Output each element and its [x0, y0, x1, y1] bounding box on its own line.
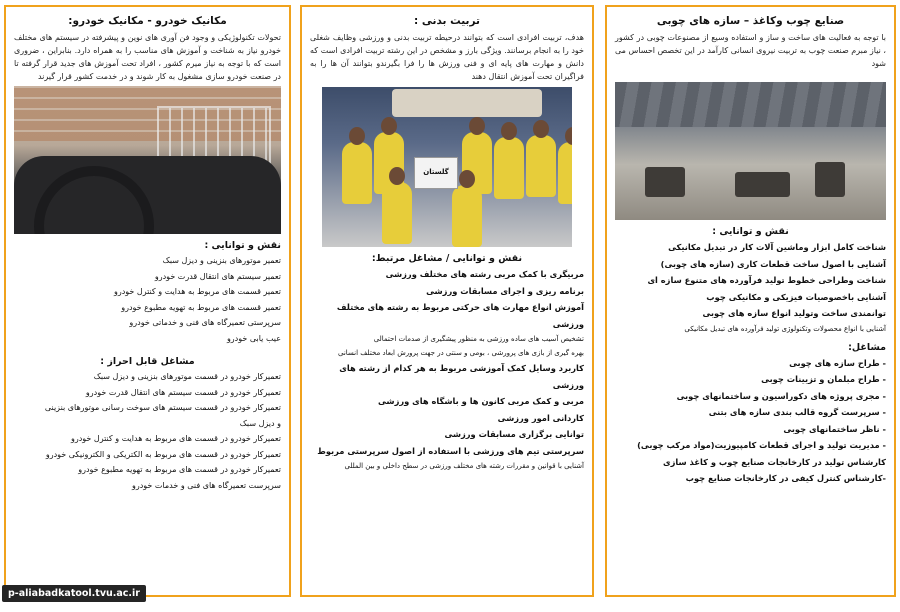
- list-item: آموزش انواع مهارت های حرکتی مربوط به رشته های مختلف ورزشی: [336, 302, 584, 329]
- team-board: [414, 157, 458, 189]
- list-item: - طراح مبلمان و تزیینات چوبی: [761, 374, 886, 384]
- list-item: کارشناس تولید در کارخانجات صنایع چوب و کاغذ سازی: [663, 456, 886, 467]
- panel-auto-mechanics: [4, 5, 291, 597]
- list-item: تعمیر سیستم های انتقال قدرت خودرو: [154, 271, 281, 281]
- roles-list: [310, 266, 584, 473]
- list-item: توانمندی ساخت وتولید انواع سازه های چوبی: [702, 308, 886, 318]
- panel-title: مکانیک خودرو - مکانیک خودرو:: [68, 15, 227, 27]
- list-item: مربی و کمک مربی کانون ها و باشگاه های ورزشی: [378, 396, 584, 406]
- list-item: بهره گیری از بازی های پرورشی ، بومی و سنتی در جهت پرورش ابعاد مختلف انسانی: [338, 349, 584, 357]
- intro-paragraph: با توجه به فعالیت های ساخت و ساز و استفاده وسیع از مصنوعات چوبی در کشور ، نیاز مبرم صنعت چوب به تربیت نیروی انسانی کارآمد در این تخصص احساس می شود: [615, 33, 886, 68]
- list-item: آشنایی با اصول ساخت قطعات کاری (سازه های چوبی): [660, 258, 886, 269]
- roles-heading: نقش و توانایی / مشاغل مرتبط:: [371, 253, 523, 264]
- list-item: کاربرد وسایل کمک آموزشی مربوط به هر کدام از رشته های ورزشی: [339, 363, 584, 390]
- list-item: سرپرستی تعمیرگاه های فنی و خدماتی خودرو: [129, 318, 281, 327]
- intro-paragraph: هدف، تربیت افرادی است که بتوانند درحیطه تربیت بدنی و ورزشی وظایف شغلی خود را به انجام برسانند. ویژگی بارز و مشخص در این رشته تربیت افرادی است که دانش و مهارت های پایه ای و فنی ورزش ها را فرا بگیرندو بتوانند آن ها را به فراگیران تحت آموزش انتقال دهند: [310, 33, 584, 81]
- roles-list: [14, 253, 281, 346]
- list-item: تعمیر قسمت های مربوط به هدایت و کنترل خودرو: [113, 287, 281, 296]
- jobs-list: [615, 355, 886, 487]
- list-item: تعمیرکار خودرو در قسمت سیستم های انتقال قدرت خودرو: [85, 387, 281, 397]
- list-item: کاردانی امور ورزشی: [497, 412, 584, 423]
- list-item: - سرپرست گروه قالب بندی سازه های بتنی: [708, 407, 886, 417]
- list-item: تعمیرکار خودرو در قسمت های مربوط به الکتریکی و الکترونیکی خودرو: [45, 449, 281, 459]
- roles-heading: نقش و توانایی :: [204, 240, 281, 251]
- panel-physical-education: [300, 5, 594, 597]
- roles-heading: نقش و توانایی :: [712, 226, 789, 237]
- team-photo: [322, 87, 572, 247]
- list-item: تعمیرکار خودرو در قسمت موتورهای بنزینی و دیزل سبک: [93, 372, 281, 381]
- car-dashboard-photo: [14, 86, 281, 234]
- list-item: آشنایی با قوانین و مقررات رشته های مختلف ورزشی در سطح داخلی و بین المللی: [344, 462, 584, 470]
- list-item: آشنایی با انواع محصولات وتکنولوژی تولید فرآورده های تبدیل مکانیکی: [684, 324, 886, 333]
- list-item: سرپرستی تیم های ورزشی با استفاده از اصول سرپرستی مربوط: [317, 445, 584, 456]
- list-item: تعمیر قسمت های مربوط به تهویه مطبوع خودرو: [121, 302, 281, 312]
- list-item: مربیگری با کمک مربی رشته های مختلف ورزشی: [385, 269, 584, 279]
- panel-title: تربیت بدنی :: [414, 15, 480, 27]
- website-url-label[interactable]: p-aliabadkatool.tvu.ac.ir: [2, 585, 146, 602]
- list-item: تعمیر موتورهای بنزینی و دیزل سبک: [162, 256, 281, 265]
- list-item: توانایی برگزاری مسابقات ورزشی: [444, 429, 584, 439]
- list-item: و دیزل سبک: [239, 418, 281, 428]
- list-item: عیب یابی خودرو: [226, 333, 281, 343]
- list-item: سرپرست تعمیرگاه های فنی و خدمات خودرو: [131, 480, 281, 490]
- panel-wood-industries: [605, 5, 896, 597]
- list-item: تعمیرکار خودرو در قسمت های مربوط به تهویه مطبوع خودرو: [78, 465, 281, 474]
- panel-title: صنایع چوب وکاغذ – سازه های چوبی: [656, 15, 845, 27]
- list-item: برنامه ریزی و اجرای مسابقات ورزشی: [426, 285, 584, 296]
- workshop-photo: [615, 82, 886, 220]
- jobs-heading: مشاغل قابل احراز :: [100, 356, 195, 367]
- list-item: شناخت وطراحی خطوط تولید فرآورده های متنوع سازه ای: [647, 275, 886, 285]
- list-item: - طراح سازه های چوبی: [789, 357, 886, 368]
- list-item: -کارشناس کنترل کیفی در کارخانجات صنایع چوب: [685, 473, 886, 483]
- intro-paragraph: تحولات تکنولوژیکی و وجود فن آوری های نوین و پیشرفته در سیستم های مختلف خودرو نیاز به شناخت و آموزش های مناسب را به همراه دارد. بنابراین ، ضروری است که با توجه به نیاز میرم کشور ، افراد تحت آموزش های جدید قرار گرفته تا در صنعت خودرو سازی مشغول به کار شوند و در خدمت کشور قرار گیرند: [14, 33, 281, 81]
- list-item: تعمیرکار خودرو در قسمت سیستم های سوخت رسانی موتورهای بنزینی: [44, 403, 281, 412]
- list-item: تشخیص آسیب های ساده ورزشی به منظور پیشگیری از صدمات احتمالی: [373, 335, 584, 343]
- roles-list: [615, 239, 886, 336]
- list-item: - مدیریت تولید و اجرای قطعات کامپیوزیت(مواد مرکب چوبی): [637, 440, 886, 450]
- list-item: - ناظر ساختمانهای چوبی: [783, 423, 886, 434]
- list-item: آشنایی باخصوصیات فیزیکی و مکانیکی چوب: [706, 291, 886, 302]
- jobs-list: [14, 369, 281, 493]
- list-item: - مجری پروژه های دکوراسیون و ساختمانهای چوبی: [676, 390, 886, 401]
- board-label: گلستان: [423, 168, 449, 176]
- list-item: تعمیرکار خودرو در قسمت های مربوط به هدایت و کنترل خودرو: [70, 434, 281, 443]
- list-item: شناخت کامل ابزار وماشین آلات کار در تبدیل مکانیکی: [668, 242, 886, 252]
- jobs-heading: مشاغل:: [848, 341, 886, 353]
